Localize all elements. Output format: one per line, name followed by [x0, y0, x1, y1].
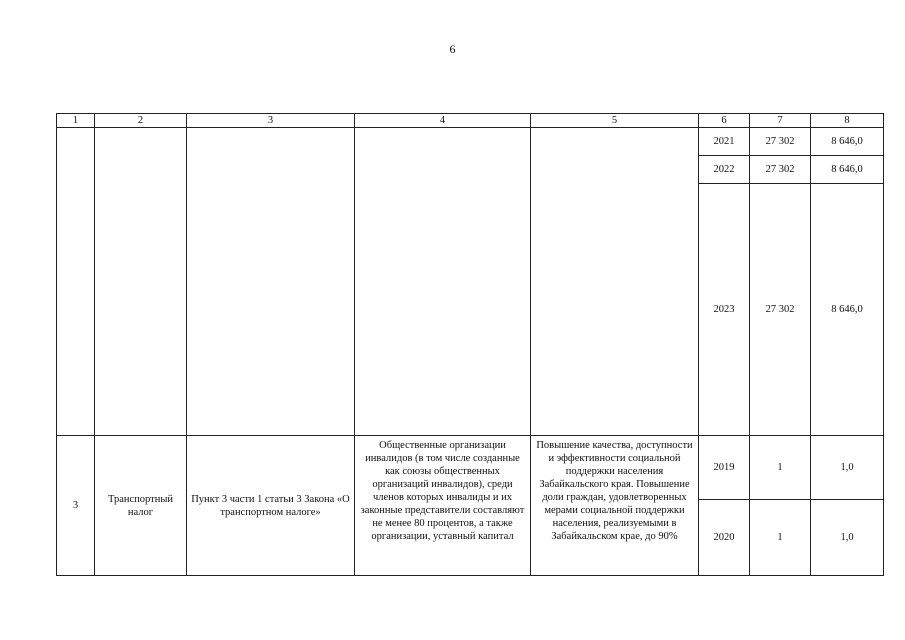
legal-basis-cell: Пункт 3 части 1 статьи 3 Закона «О транспортном налоге» [187, 436, 355, 576]
value-cell-7: 27 302 [750, 184, 811, 436]
header-cell-5: 5 [531, 114, 699, 128]
continued-cell-1 [57, 128, 95, 436]
year-cell: 2020 [699, 500, 750, 576]
value-cell-8: 1,0 [811, 436, 884, 500]
header-cell-2: 2 [95, 114, 187, 128]
value-cell-7: 27 302 [750, 156, 811, 184]
value-cell-8: 8 646,0 [811, 156, 884, 184]
year-cell: 2022 [699, 156, 750, 184]
benefits-table [56, 113, 884, 576]
header-cell-3: 3 [187, 114, 355, 128]
table-row [57, 128, 884, 156]
continued-cell-4 [355, 128, 531, 436]
header-cell-7: 7 [750, 114, 811, 128]
header-cell-4: 4 [355, 114, 531, 128]
goal-cell: Повышение качества, доступности и эффективности социальной поддержки населения Забайкальского края. Повышение доли граждан, удовлетворенных мерами социальной поддержки населения, реализуемыми в Забайкальском крае, до 90% [531, 436, 699, 576]
header-cell-1: 1 [57, 114, 95, 128]
header-cell-8: 8 [811, 114, 884, 128]
table-row [57, 436, 884, 500]
year-cell: 2023 [699, 184, 750, 436]
entry-number-cell: 3 [57, 436, 95, 576]
value-cell-8: 8 646,0 [811, 128, 884, 156]
value-cell-7: 1 [750, 436, 811, 500]
value-cell-7: 27 302 [750, 128, 811, 156]
year-cell: 2019 [699, 436, 750, 500]
value-cell-7: 1 [750, 500, 811, 576]
tax-name-cell: Транспортный налог [95, 436, 187, 576]
value-cell-8: 8 646,0 [811, 184, 884, 436]
header-cell-6: 6 [699, 114, 750, 128]
continued-cell-5 [531, 128, 699, 436]
header-row [57, 114, 884, 128]
page-number: 6 [449, 42, 456, 56]
continued-cell-2 [95, 128, 187, 436]
recipients-cell: Общественные организации инвалидов (в том числе созданные как союзы общественных организаций инвалидов), среди членов которых инвалиды и их законные представители составляют не менее 80 процентов, а также организации, уставный капитал [355, 436, 531, 576]
continued-cell-3 [187, 128, 355, 436]
value-cell-8: 1,0 [811, 500, 884, 576]
year-cell: 2021 [699, 128, 750, 156]
